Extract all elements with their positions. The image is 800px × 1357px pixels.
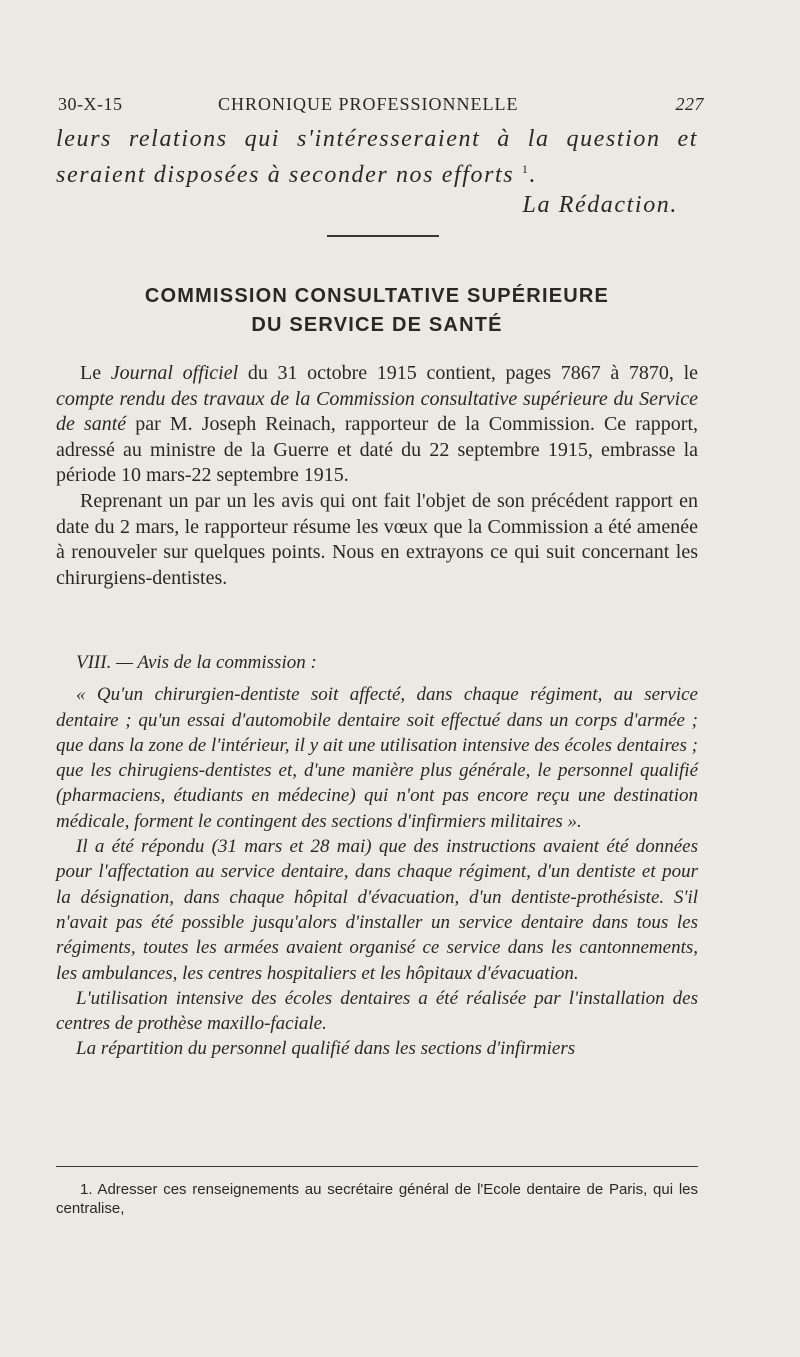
footnote-text: 1. Adresser ces renseignements au secrétaire général de l'Ecole dentaire de Paris, qui les centralise, — [56, 1181, 698, 1217]
header-date: 30-X-15 — [58, 94, 123, 114]
avis-reply: Il a été répondu (31 mars et 28 mai) que des instructions avaient été données pour l'affectation au service dentaire, dans chaque régiment, d'un dentiste et pour la désignation, dans chaque hôpital d'évacuation, d'un dentiste-prothésiste. S'il n'avait pas été possible jusqu'alors d'installer un service dentaire dans tous les régiments, toutes les armées avaient organisé ce service dans les cantonnements, les ambulances, les centres hospitaliers et les hôpitaux d'évacuation. — [56, 836, 698, 984]
footnote — [56, 1180, 698, 1218]
compte-rendu-title: compte rendu des travaux de la Commission consultative supérieure du Service de santé — [56, 387, 698, 436]
lead-text: leurs relations qui s'intéresseraient à la question et seraient disposées à seconder nos efforts — [56, 126, 698, 188]
header-section: CHRONIQUE PROFESSIONNELLE — [218, 94, 519, 114]
body-p1-mid: du 31 octobre 1915 contient, pages 7867 à 7870, le — [238, 362, 699, 384]
journal-title: Journal officiel — [110, 362, 239, 384]
footnote-ref: 1 — [521, 162, 530, 176]
header-page-number: 227 — [675, 94, 704, 114]
avis-utilisation: L'utilisation intensive des écoles dentaires a été réalisée par l'installation des centres de prothèse maxillo-faciale. — [56, 987, 698, 1035]
avis-section — [56, 650, 698, 1062]
body-p1-end: par M. Joseph Reinach, rapporteur de la Commission. Ce rapport, adressé au ministre de la Guerre et daté du 22 septembre 1915, embrasse la période 10 mars-22 septembre 1915. — [56, 413, 699, 487]
lead-text-end: . — [529, 162, 538, 188]
avis-repartition: La répartition du personnel qualifié dans les sections d'infirmiers — [76, 1038, 576, 1060]
footnote-divider — [56, 1166, 698, 1167]
title-line-2: DU SERVICE DE SANTÉ — [251, 314, 503, 336]
body-p1-start: Le — [80, 362, 111, 384]
avis-quote: « Qu'un chirurgien-dentiste soit affecté, dans chaque régiment, au service dentaire ; qu'un essai d'automobile dentaire soit effectué dans un corps d'armée ; que dans la zone de l'intérieur, il y ait une utilisation intensive des écoles dentaires ; que les chirugiens-dentistes et, d'une manière plus générale, le personnel qualifié (pharmaciens, étudiants en médecine) qui n'ont pas encore reçu une destination médicale, forment le contingent des sections d'infirmiers militaires ». — [56, 684, 698, 832]
section-divider — [327, 235, 439, 237]
article-body — [56, 361, 698, 591]
title-line-1: COMMISSION CONSULTATIVE SUPÉRIEURE — [144, 285, 610, 307]
body-paragraph-1 — [56, 361, 698, 489]
lead-paragraph — [56, 124, 698, 220]
article-title — [56, 282, 698, 340]
avis-heading: VIII. — Avis de la commission : — [76, 652, 317, 673]
signature: La Rédaction. — [522, 192, 678, 218]
body-paragraph-2: Reprenant un par un les avis qui ont fait l'objet de son précédent rapport en date du 2 mars, le rapporteur résume les vœux que la Commission a été amenée à renouveler sur quelques points. Nous en extrayons ce qui suit concernant les chirurgiens-dentistes. — [56, 489, 698, 589]
